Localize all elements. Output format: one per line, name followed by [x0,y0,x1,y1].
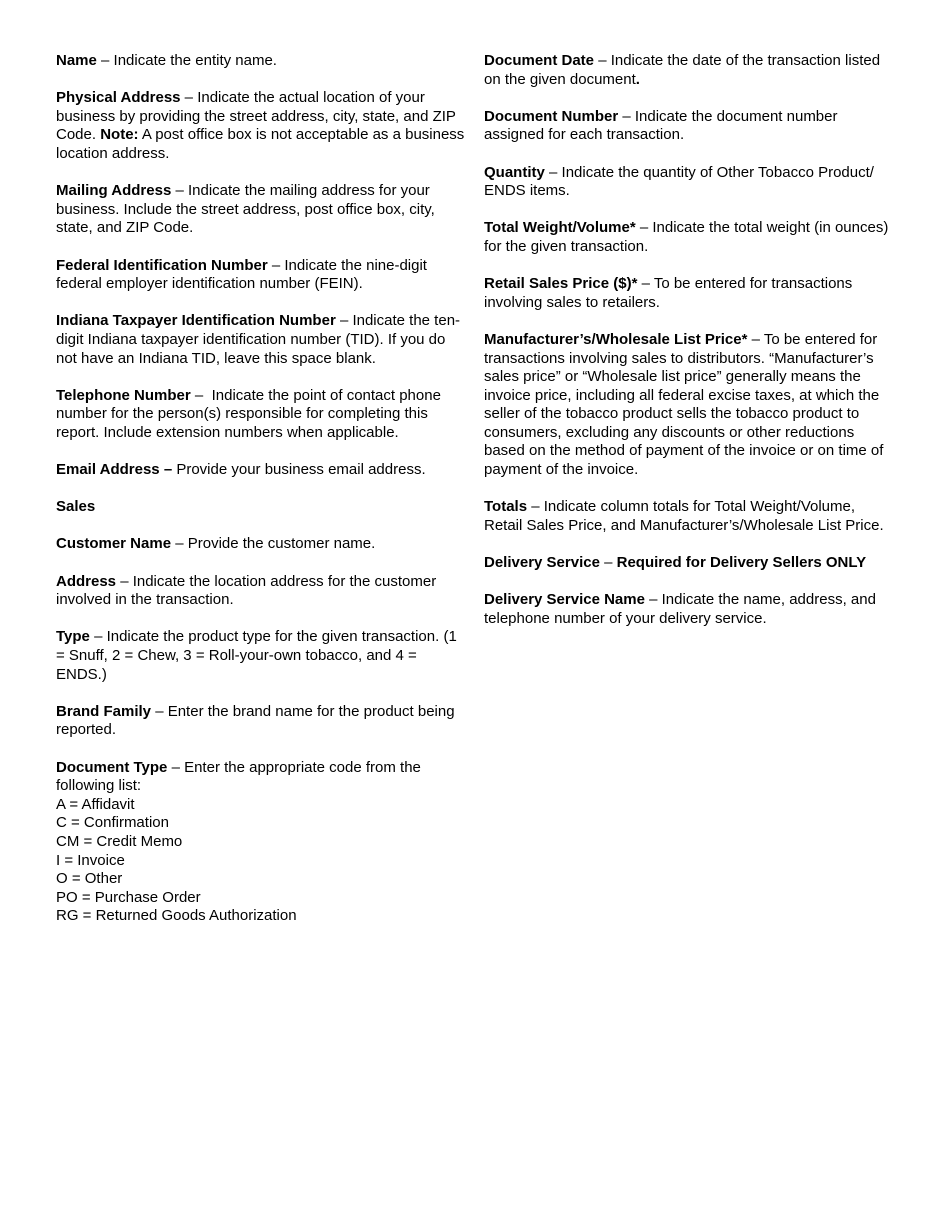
sales-heading [56,498,468,517]
list-item: I = Invoice [56,851,125,869]
entry-delivery-service-name-text [484,591,896,628]
entry-manufacturer-price [484,331,896,480]
desc-note: A post office box is not acceptable as a business location address. [56,126,465,162]
entry-total-weight [484,219,896,256]
entry-type-text [56,628,468,684]
desc-retail-sales-price: – To be entered for transactions involving sales to retailers. [484,275,853,311]
desc-name: – Indicate the entity name. [96,52,277,69]
right-column [484,52,896,647]
desc-total-weight: – Indicate the total weight (in ounces) for the given transaction. [484,219,889,255]
entry-document-number-text [484,108,896,145]
entry-retail-sales-price-text [484,275,896,312]
entry-fein-text [56,257,468,294]
entry-document-date-text [484,52,896,89]
entry-mailing-address [56,182,468,238]
desc-fein: – Indicate the nine-digit federal employer identification number (FEIN). [56,256,427,293]
term-tid: Indiana Taxpayer Identification Number [56,312,336,330]
entry-fein [56,257,468,294]
entry-retail-sales-price [484,275,896,312]
term-delivery-service-name: Delivery Service Name [484,591,645,609]
entry-document-type [56,759,468,926]
desc-customer-name: – Provide the customer name. [171,535,376,553]
term-mailing-address: Mailing Address [56,182,172,200]
entry-email-text [56,461,468,480]
term-address: Address [56,572,117,590]
list-item: CM = Credit Memo [56,832,183,850]
term-physical-address: Physical Address [56,89,181,107]
entry-delivery-service-text [484,554,896,573]
list-item: C = Confirmation [56,814,169,832]
entry-brand-family [56,703,468,740]
desc-physical-address: – Indicate the actual location of your business by providing the street address, city, state, and ZIP Code. [56,89,456,144]
sales-heading-text: Sales [56,498,96,516]
list-item: O = Other [56,870,123,888]
term-retail-sales-price: Retail Sales Price ($)* [484,275,638,293]
entry-document-date [484,52,896,89]
term-customer-name: Customer Name [56,535,172,553]
desc-brand-family: – Enter the brand name for the product being reported. [56,702,455,739]
entry-total-weight-text [484,219,896,256]
entry-totals-text [484,498,896,535]
term-manufacturer-price: Manufacturer’s/Wholesale List Price* [484,330,748,348]
desc-email: Provide your business email address. [172,461,426,479]
term-totals: Totals [484,498,528,516]
desc-type: – Indicate the product type for the given transaction. (1 = Snuff, 2 = Chew, 3 = Roll-your-own tobacco, and 4 = ENDS.) [56,628,457,683]
term-note: Note: [100,126,139,144]
entry-telephone-text [56,387,468,443]
entry-document-number [484,108,896,145]
entry-brand-family-text [56,703,468,740]
entry-type [56,628,468,684]
desc-totals: – Indicate column totals for Total Weight/Volume, Retail Sales Price, and Manufacturer’s/Wholesale List Price. [484,498,884,534]
entry-name-text [56,52,468,71]
entry-customer-name-text [56,535,468,554]
desc-address: – Indicate the location address for the customer involved in the transaction. [56,572,437,609]
desc-document-number: – Indicate the document number assigned for each transaction. [484,107,838,144]
document-date-period: . [635,70,640,88]
entry-quantity [484,164,896,201]
entry-name [56,52,468,71]
desc-delivery-service-name: – Indicate the name, address, and telephone number of your delivery service. [484,591,876,627]
desc-manufacturer-price: – To be entered for transactions involving sales to distributors. “Manufacturer’s sales price” or “Wholesale list price” generally means the invoice price, including all federal excise taxes, at which the seller of the tobacco product sells the tobacco product to consumers, excluding any discounts or other reductions based on the method of payment of the invoice or on time of payment of the invoice. [484,330,884,479]
term-fein: Federal Identification Number [56,256,268,274]
desc-mailing-address: – Indicate the mailing address for your business. Include the street address, post office box, city, state, and ZIP Code. [56,182,435,237]
term-document-number: Document Number [484,107,619,125]
list-item: RG = Returned Goods Authorization [56,907,297,925]
term-delivery-required: Required for Delivery Sellers ONLY [616,554,867,572]
desc-document-type: – Enter the appropriate code from the following list: [56,758,421,795]
term-telephone: Telephone Number [56,386,191,404]
entry-customer-name [56,535,468,554]
term-name: Name [56,52,97,69]
entry-totals [484,498,896,535]
desc-document-date: – Indicate the date of the transaction listed on the given document [484,52,881,88]
term-delivery-service: Delivery Service [484,554,600,572]
list-item: A = Affidavit [56,795,135,813]
term-total-weight: Total Weight/Volume* [484,219,636,237]
entry-tid-text [56,312,468,368]
left-column [56,52,468,945]
entry-address-text [56,573,468,610]
term-email: Email Address – [56,461,173,479]
entry-delivery-service-name [484,591,896,628]
document-type-code-list [56,796,468,926]
term-brand-family: Brand Family [56,702,152,720]
desc-tid: – Indicate the ten-digit Indiana taxpayer identification number (TID). If you do not have an Indiana TID, leave this space blank. [56,312,461,367]
entry-email [56,461,468,480]
entry-delivery-service [484,554,896,573]
list-item: PO = Purchase Order [56,888,201,906]
entry-physical-address-text [56,89,468,163]
desc-telephone: – Indicate the point of contact phone number for the person(s) responsible for completing this report. Include extension numbers when applicable. [56,386,446,441]
entry-address [56,573,468,610]
entry-document-type-text [56,759,468,796]
term-document-date: Document Date [484,52,595,69]
term-quantity: Quantity [484,163,545,181]
entry-manufacturer-price-text [484,331,896,480]
entry-telephone [56,387,468,443]
delivery-service-dash: – [599,554,617,572]
entry-mailing-address-text [56,182,468,238]
term-document-type: Document Type [56,758,168,776]
entry-physical-address [56,89,468,163]
term-type: Type [56,628,90,646]
desc-quantity: – Indicate the quantity of Other Tobacco Product/ ENDS items. [484,163,874,200]
entry-tid [56,312,468,368]
entry-quantity-text [484,164,896,201]
